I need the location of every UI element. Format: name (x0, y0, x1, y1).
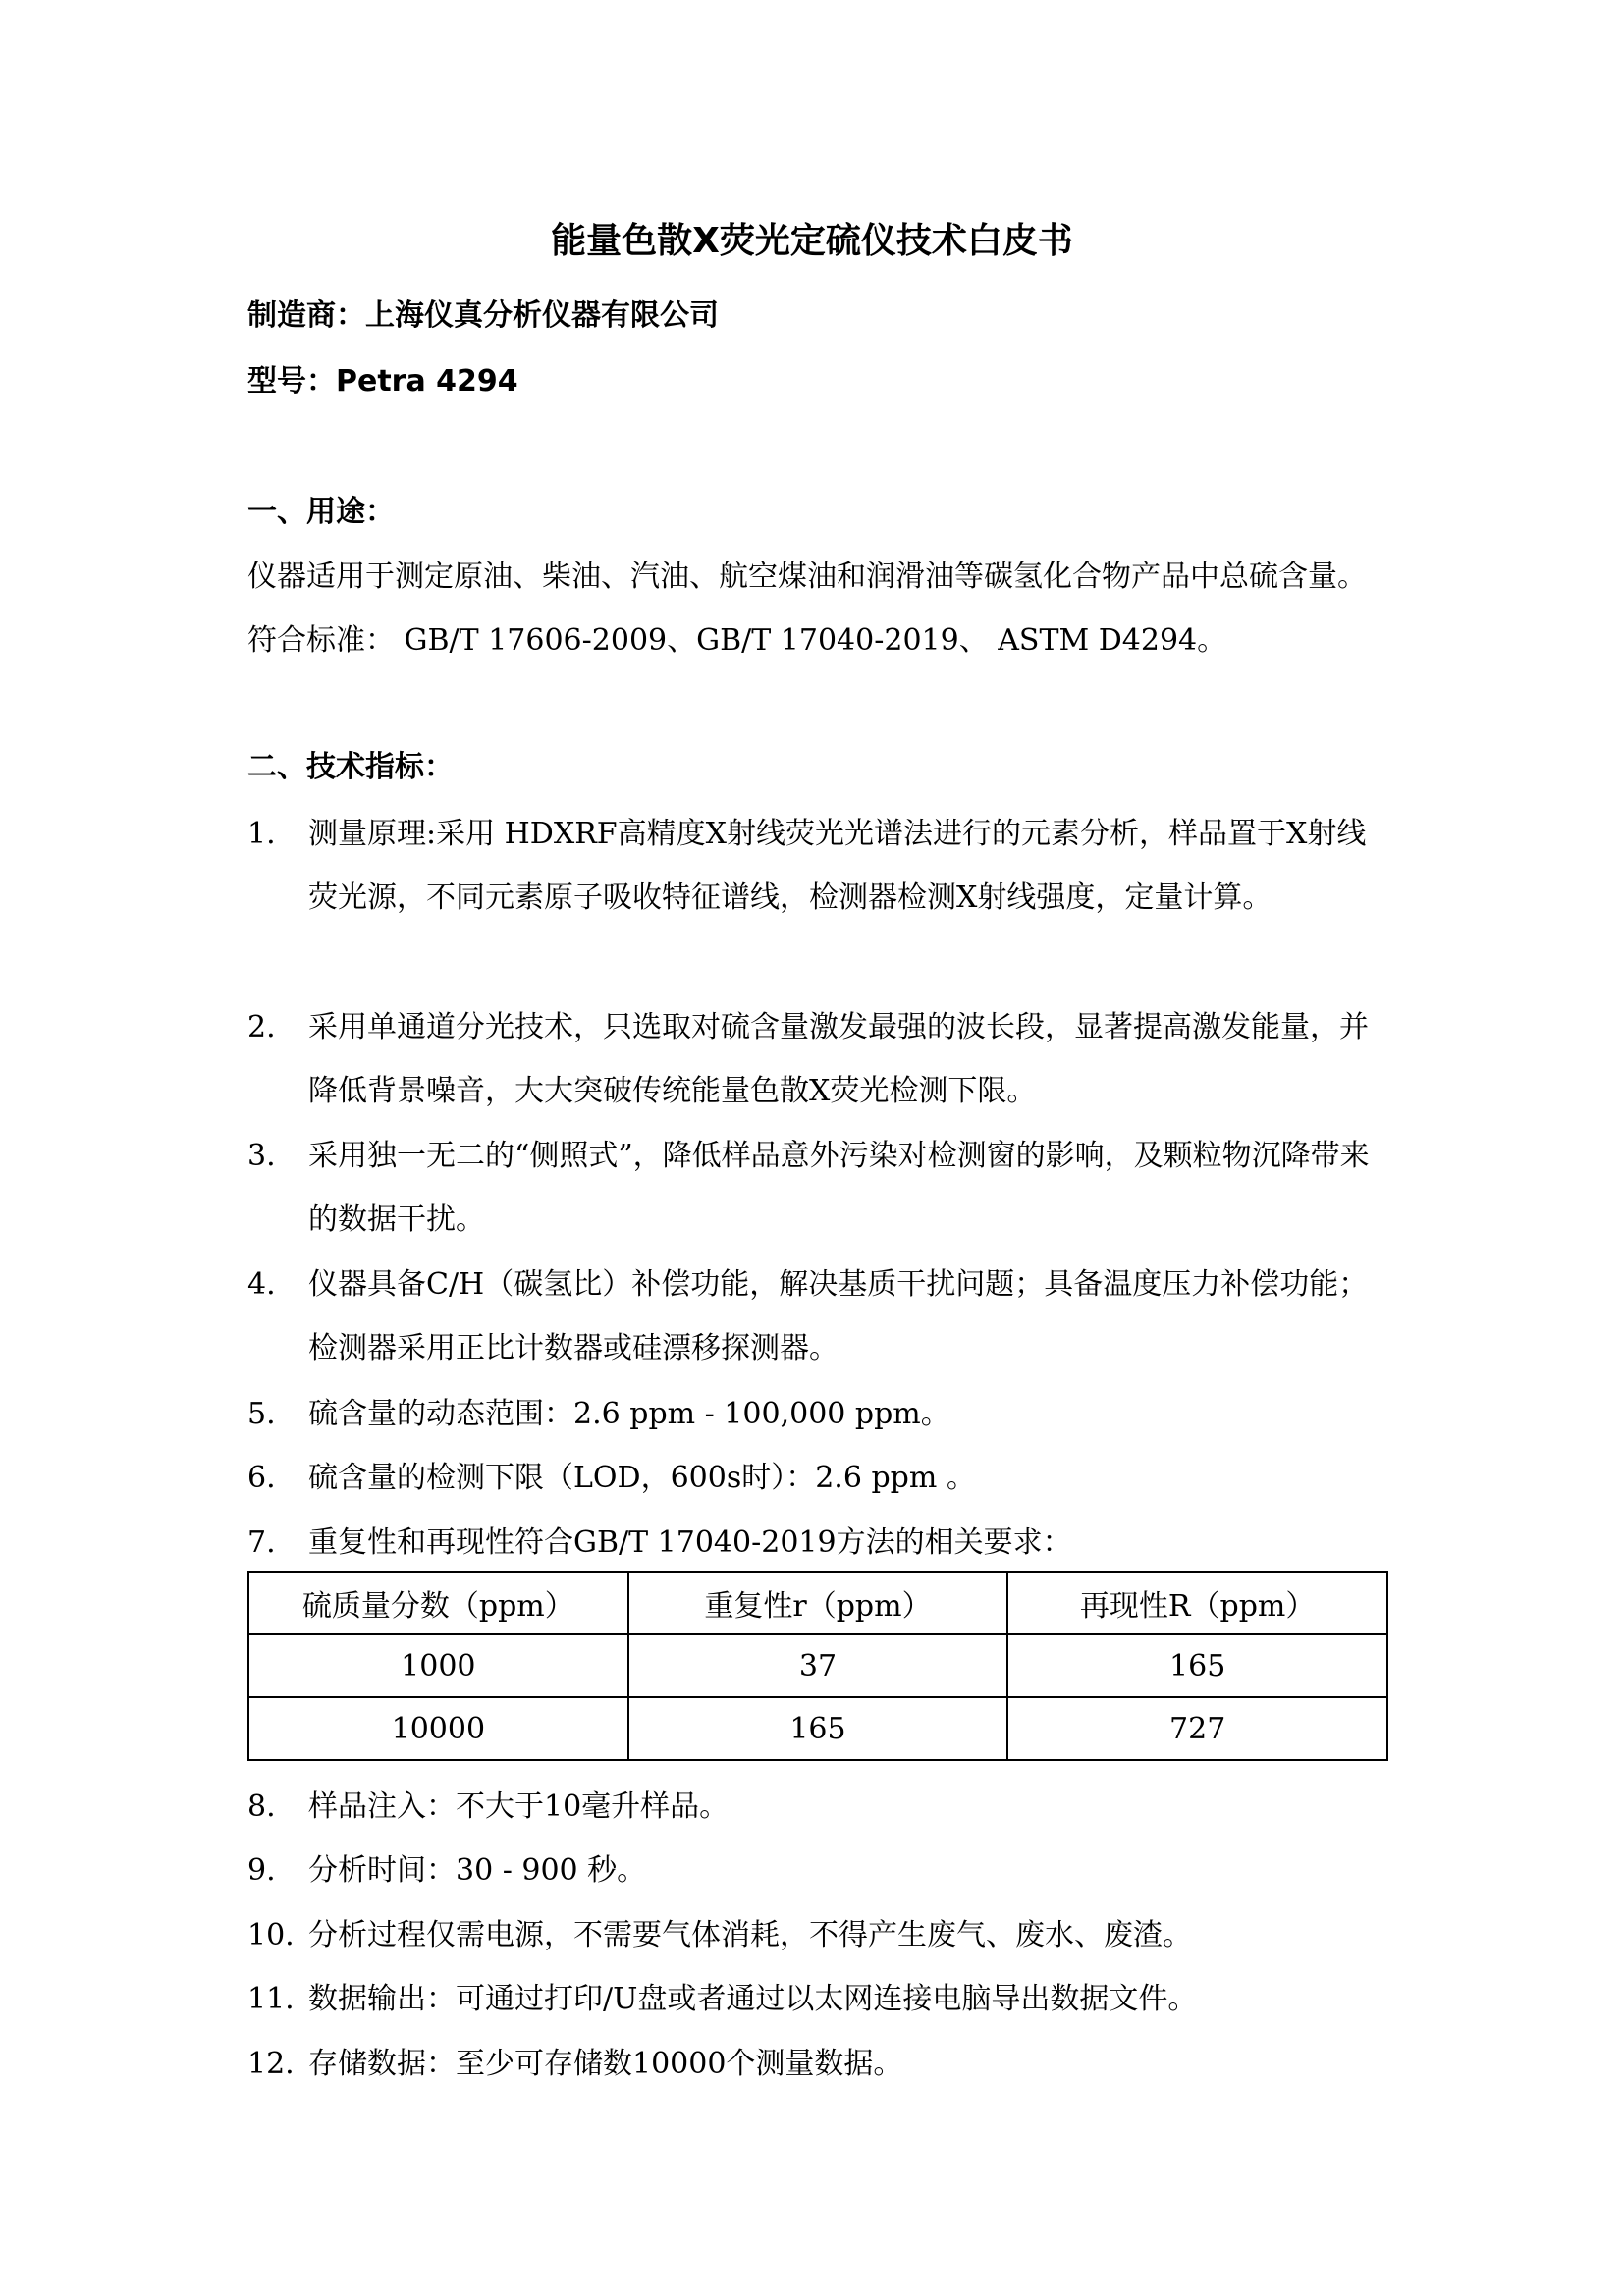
model-line: 型号：Petra 4294 (247, 364, 518, 399)
spec-item-number: 8. (247, 1789, 276, 1824)
table-header-row (248, 1572, 1387, 1634)
table-cell: 37 (628, 1634, 1008, 1697)
table-header-cell: 再现性R（ppm） (1007, 1572, 1387, 1634)
spec-item-number: 5. (247, 1397, 276, 1431)
table-cell: 1000 (248, 1634, 628, 1697)
table-row (248, 1634, 1387, 1697)
spec-item-text: 样品注入：不大于10毫升样品。 (308, 1789, 730, 1824)
spec-item-number: 10. (247, 1918, 295, 1952)
table-header-cell: 硫质量分数（ppm） (248, 1572, 628, 1634)
table-cell: 165 (628, 1697, 1008, 1760)
spec-item-text: 仪器具备C/H（碳氢比）补偿功能，解决基质干扰问题；具备温度压力补偿功能；检测器采用正比计数器或硅漂移探测器。 (308, 1267, 1369, 1365)
spec-item-text: 硫含量的动态范围：2.6 ppm - 100,000 ppm。 (308, 1397, 950, 1431)
spec-item-number: 7. (247, 1525, 276, 1560)
spec-item-number: 2. (247, 1010, 276, 1044)
table-row (248, 1697, 1387, 1760)
spec-item-text: 分析时间：30 - 900 秒。 (308, 1853, 647, 1888)
spec-item-number: 3. (247, 1139, 276, 1173)
table-cell: 727 (1007, 1697, 1387, 1760)
spec-item-text: 采用单通道分光技术，只选取对硫含量激发最强的波长段，显著提高激发能量，并降低背景噪音，大大突破传统能量色散X荧光检测下限。 (308, 1010, 1369, 1108)
purpose-paragraph: 仪器适用于测定原油、柴油、汽油、航空煤油和润滑油等碳氢化合物产品中总硫含量。符合标准： GB/T 17606-2009、GB/T 17040-2019、 ASTM D4294。 (247, 560, 1367, 658)
spec-item-text: 硫含量的检测下限（LOD，600s时）：2.6 ppm 。 (308, 1461, 976, 1495)
table-header-cell: 重复性r（ppm） (628, 1572, 1008, 1634)
page-title: 能量色散X荧光定硫仪技术白皮书 (551, 221, 1073, 261)
spec-item-number: 4. (247, 1267, 276, 1302)
precision-table (247, 1571, 1388, 1761)
spec-item-text: 分析过程仅需电源，不需要气体消耗，不得产生废气、废水、废渣。 (308, 1918, 1192, 1952)
section-heading-purpose: 一、用途： (247, 495, 395, 529)
spec-item-number: 1. (247, 817, 276, 851)
section-heading-specs: 二、技术指标： (247, 750, 454, 784)
table-cell: 165 (1007, 1634, 1387, 1697)
spec-item-text: 采用独一无二的“侧照式”，降低样品意外污染对检测窗的影响，及颗粒物沉降带来的数据干扰。 (308, 1139, 1370, 1237)
spec-item-number: 9. (247, 1853, 276, 1888)
spec-item-text: 存储数据：至少可存储数10000个测量数据。 (308, 2047, 903, 2081)
spec-item-number: 11. (247, 1982, 295, 2016)
spec-item-text: 测量原理:采用 HDXRF高精度X射线荧光光谱法进行的元素分析，样品置于X射线荧光源，不同元素原子吸收特征谱线，检测器检测X射线强度，定量计算。 (308, 817, 1367, 915)
manufacturer-line: 制造商：上海仪真分析仪器有限公司 (247, 298, 719, 333)
spec-item-text: 数据输出：可通过打印/U盘或者通过以太网连接电脑导出数据文件。 (308, 1982, 1198, 2016)
spec-item-number: 6. (247, 1461, 276, 1495)
table-cell: 10000 (248, 1697, 628, 1760)
spec-item-text: 重复性和再现性符合GB/T 17040-2019方法的相关要求： (308, 1525, 1072, 1560)
spec-item-number: 12. (247, 2047, 295, 2081)
